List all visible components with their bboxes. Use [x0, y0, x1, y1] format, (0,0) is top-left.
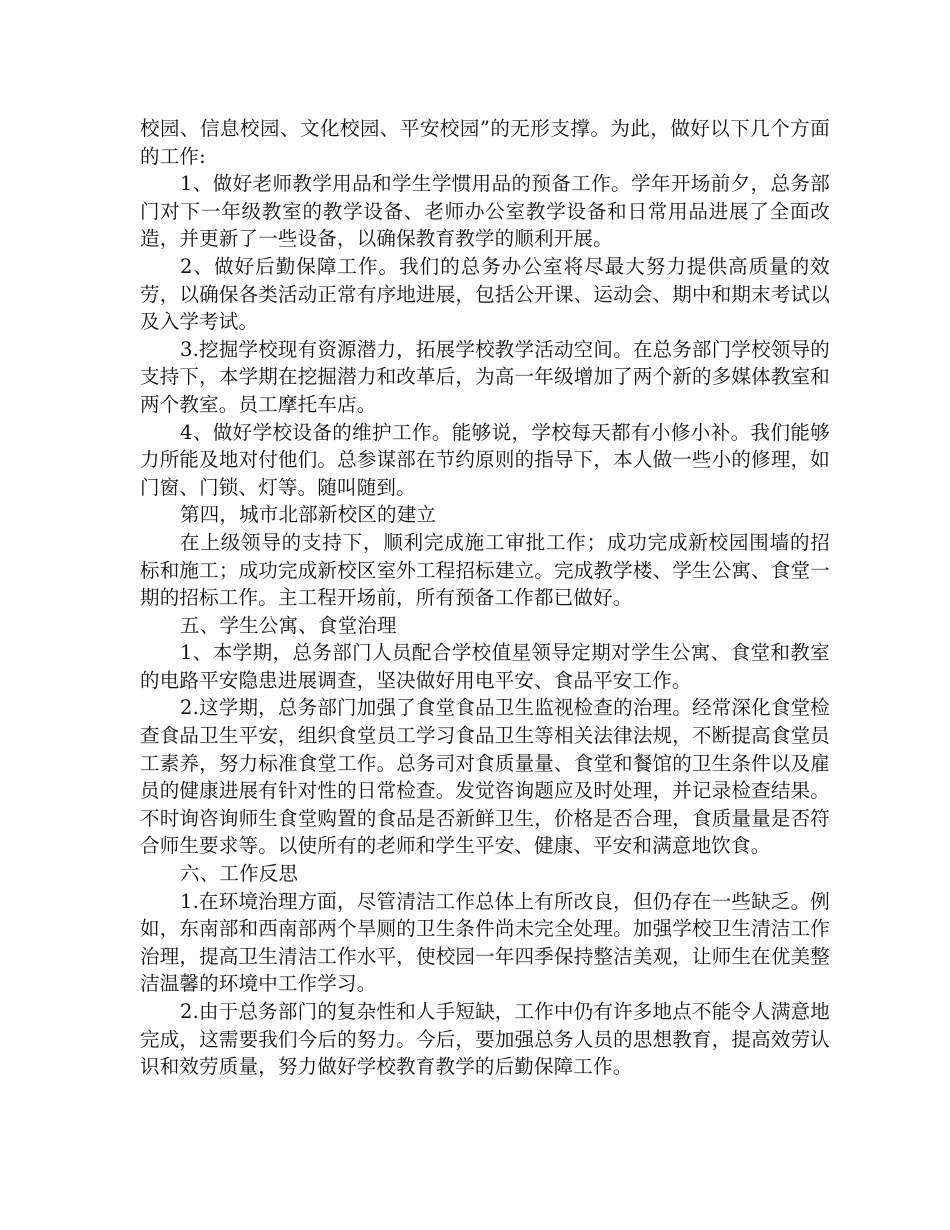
section-heading: 第四，城市北部新校区的建立	[180, 503, 437, 527]
paragraph: 2.由于总务部门的复杂性和人手短缺，工作中仍有许多地点不能令人满意地完成，这需要我们今后的努力。今后，要加强总务人员的思想教育，提高效劳认识和效劳质量，努力做好学校教育教学的后勤保障工作。	[140, 1000, 830, 1079]
paragraph: 3.挖掘学校现有资源潜力，拓展学校教学活动空间。在总务部门学校领导的支持下，本学期在挖掘潜力和改革后，为高一年级增加了两个新的多媒体教室和两个教室。员工摩托车店。	[140, 337, 830, 416]
paragraph: 在上级领导的支持下，顺利完成施工审批工作；成功完成新校园围墙的招标和施工；成功完成新校区室外工程招标建立。完成教学楼、学生公寓、食堂一期的招标工作。主工程开场前，所有预备工作都已做好。	[140, 530, 830, 610]
document-body	[140, 115, 830, 1081]
paragraph: 校园、信息校园、文化校园、平安校园”的无形支撑。为此，做好以下几个方面的工作:	[140, 117, 830, 168]
section-heading: 五、学生公寓、食堂治理	[180, 613, 397, 637]
paragraph: 1、本学期，总务部门人员配合学校值星领导定期对学生公寓、食堂和教室的电路平安隐患进展调查，坚决做好用电平安、食品平安工作。	[140, 641, 830, 692]
paragraph: 1.在环境治理方面，尽管清洁工作总体上有所改良，但仍存在一些缺乏。例如，东南部和西南部两个旱厕的卫生条件尚未完全处理。加强学校卫生清洁工作治理，提高卫生清洁工作水平，使校园一年四季保持整洁美观，让师生在优美整洁温馨的环境中工作学习。	[140, 889, 830, 996]
paragraph: 2.这学期，总务部门加强了食堂食品卫生监视检查的治理。经常深化食堂检查食品卫生平安，组织食堂员工学习食品卫生等相关法律法规，不断提高食堂员工素养，努力标准食堂工作。总务司对食质量量、食堂和餐馆的卫生条件以及雇员的健康进展有针对性的日常检查。发觉咨询题应及时处理，并记录检查结果。不时询咨询师生食堂购置的食品是否新鲜卫生，价格是否合理，食质量量是否符合师生要求等。以使所有的老师和学生平安、健康、平安和满意地饮食。	[140, 696, 830, 858]
paragraph: 1、做好老师教学用品和学生学惯用品的预备工作。学年开场前夕，总务部门对下一年级教室的教学设备、老师办公室教学设备和日常用品进展了全面改造，并更新了一些设备，以确保教育教学的顺利开展。	[140, 172, 830, 251]
section-heading: 六、工作反思	[180, 862, 299, 886]
paragraph: 4、做好学校设备的维护工作。能够说，学校每天都有小修小补。我们能够力所能及地对付他们。总参谋部在节约原则的指导下，本人做一些小的修理，如门窗、门锁、灯等。随叫随到。	[140, 420, 830, 499]
paragraph: 2、做好后勤保障工作。我们的总务办公室将尽最大努力提供高质量的效劳，以确保各类活动正常有序地进展，包括公开课、运动会、期中和期末考试以及入学考试。	[140, 254, 830, 334]
